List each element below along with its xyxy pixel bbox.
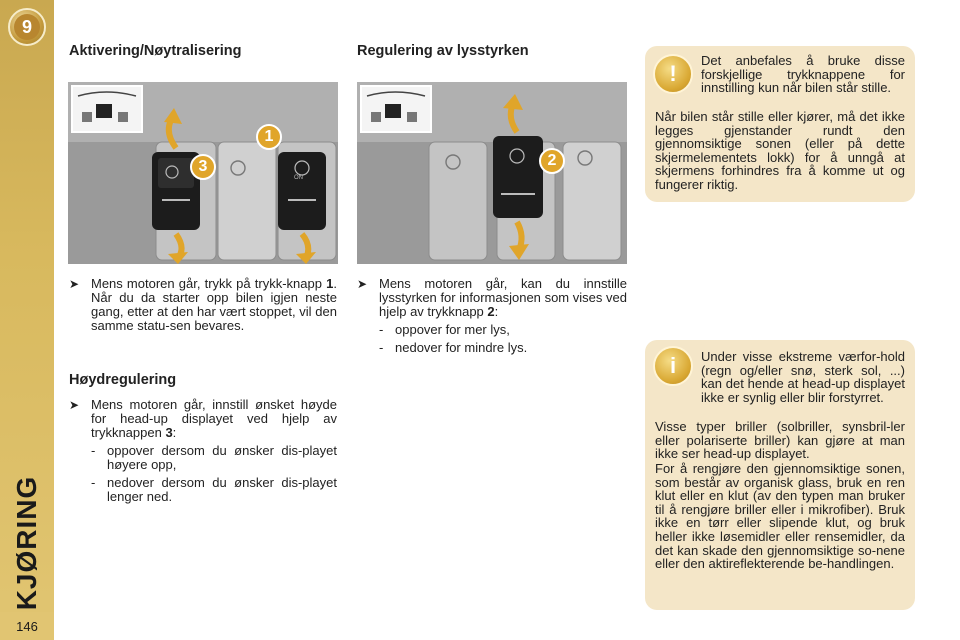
height-item-up-text: oppover dersom du ønsker dis-playet høyere opp, [107, 443, 337, 472]
callout-1-label: 1 [264, 128, 274, 145]
heading-activation: Aktivering/Nøytralisering [69, 43, 242, 59]
brightness-text [357, 277, 627, 355]
exclamation-icon: ! [653, 54, 693, 94]
height-bullet-ref: 3 [165, 425, 173, 440]
callout-1 [256, 124, 282, 150]
figure-activation-buttons [68, 82, 338, 264]
info-note-p2: Visse typer briller (solbriller, synsbril-ler eller polariserte briller) kan gjøre at man ikke ser head-up displayet. [655, 419, 905, 462]
warning-note-p1: Det anbefales å bruke disse forskjellige trykknappene for innstilling kun når bilen står stille. [701, 53, 905, 96]
height-bullet-pre: Mens motoren går, innstill ønsket høyde for head-up displayet ved hjelp av trykknappen [91, 397, 337, 440]
brightness-bullet-ref: 2 [487, 304, 495, 319]
heading-height: Høydregulering [69, 372, 177, 388]
bullet-arrow-icon: ➤ [69, 277, 80, 291]
activation-bullet-pre: Mens motoren går, trykk på trykk-knapp [91, 276, 327, 291]
warning-note [645, 46, 915, 202]
on-label: ON [294, 175, 303, 181]
info-note-p3: For å rengjøre den gjennomsiktige sonen, som består av organisk glass, bruk en ren klut eller en klut (av den typen man bruker til å rengjøre briller eller i mikrofiber). Bruk ikke en tørr eller slipende klut, og bruk heller ikke løsemidler eller rensemidler, da det kan skade den gjennomsiktige so-nene eller den aktireflekterende be-handlingen. [655, 461, 905, 572]
activation-bullet-post: . Når du da starter opp bilen igjen neste gang, etter at den har vært stoppet, vil den samme statu-sen bevares. [91, 276, 337, 333]
brightness-bullet-post: : [494, 304, 499, 319]
brightness-bullet [357, 277, 627, 319]
height-text [69, 398, 337, 504]
chapter-title [4, 475, 50, 611]
activation-text [69, 277, 337, 333]
activation-bullet [69, 277, 337, 333]
brightness-item-up-text: oppover for mer lys, [395, 322, 510, 337]
brightness-item-down-text: nedover for mindre lys. [395, 340, 528, 355]
height-bullet-post: : [172, 425, 177, 440]
brightness-item-down: - nedover for mindre lys. [379, 340, 528, 355]
info-icon: i [653, 346, 693, 386]
brightness-item-up: - oppover for mer lys, [379, 322, 510, 337]
height-item-down-text: nedover dersom du ønsker dis-playet lenger ned. [107, 475, 337, 504]
info-note [645, 340, 915, 610]
warning-note-p2: Når bilen står stille eller kjører, må det ikke legges gjenstander rundt den gjennomsiktige sonen (eller på dette skjermelementets lokk) for å unngå at skjermens forhindres fra å komme ut og fungerer riktig. [655, 109, 905, 192]
height-bullet [69, 398, 337, 440]
chapter-number: 9 [14, 14, 40, 40]
chapter-number-badge [8, 8, 46, 46]
height-item-up: - oppover dersom du ønsker dis-playet høyere opp, [91, 443, 337, 472]
chapter-title-text: KJØRING [11, 475, 42, 611]
callout-2 [539, 148, 565, 174]
heading-brightness: Regulering av lysstyrken [357, 43, 529, 59]
callout-2-label: 2 [547, 152, 557, 169]
callout-3-label: 3 [198, 158, 208, 175]
figure-brightness-button [357, 82, 627, 264]
info-note-p1: Under visse ekstreme værfor-hold (regn og/eller snø, sterk sol, ...) kan det hende at head-up displayet ikke er synlig eller blir forstyrret. [701, 349, 905, 405]
page-number: 146 [0, 612, 54, 640]
brightness-bullet-pre: Mens motoren går, kan du innstille lysstyrken for informasjonen som vises ved hjelp av trykknapp [379, 276, 627, 319]
bullet-arrow-icon: ➤ [357, 277, 368, 291]
callout-3 [190, 154, 216, 180]
height-item-down: - nedover dersom du ønsker dis-playet lenger ned. [91, 475, 337, 504]
activation-bullet-ref: 1 [326, 276, 334, 291]
bullet-arrow-icon: ➤ [69, 398, 80, 412]
